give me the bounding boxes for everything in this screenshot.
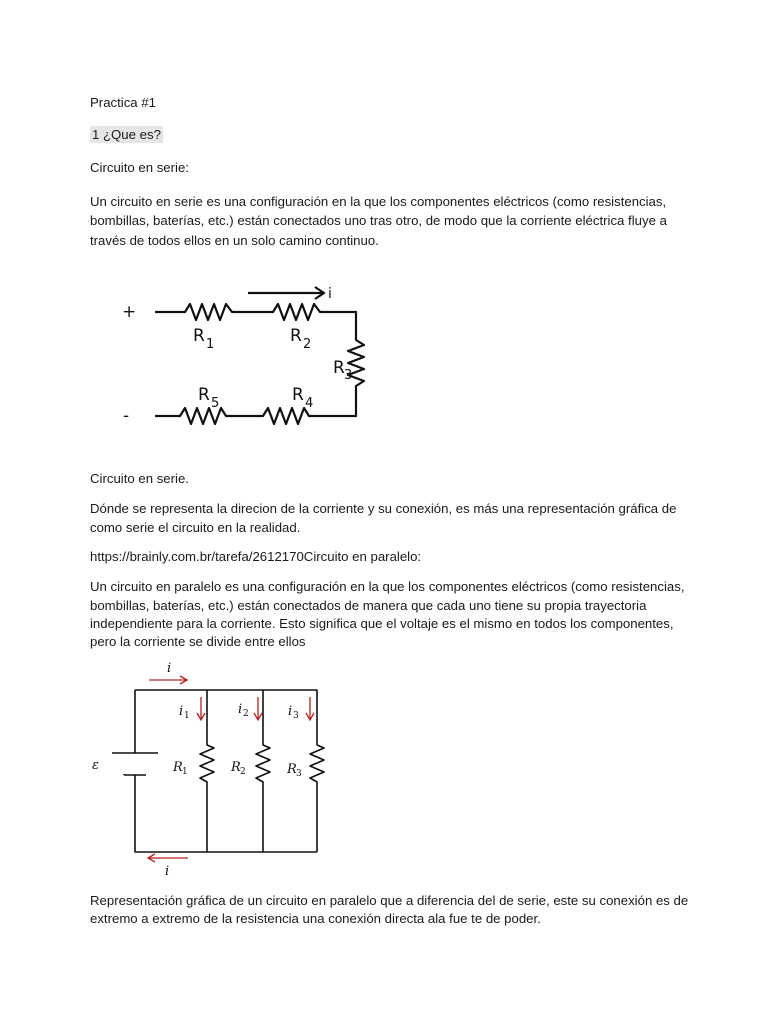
r3-subscript: 3 bbox=[296, 769, 302, 779]
i1-label: i bbox=[179, 704, 184, 719]
parallel-paragraph-line: independiente para la corriente. Esto significa que el voltaje es el mismo en todos los componentes, bbox=[90, 616, 674, 631]
negative-terminal-label: - bbox=[123, 406, 130, 426]
i2-subscript: 2 bbox=[243, 709, 249, 719]
i2-label: i bbox=[238, 702, 243, 717]
question-heading bbox=[90, 125, 163, 144]
parallel-description-line: Representación gráfica de un circuito en paralelo que a diferencia del de serie, este su conexión es de bbox=[90, 893, 689, 908]
r4-subscript: 4 bbox=[305, 396, 314, 411]
i1-subscript: 1 bbox=[184, 711, 190, 721]
parallel-circuit-diagram bbox=[85, 655, 345, 885]
i3-subscript: 3 bbox=[293, 711, 299, 721]
r1-label: R bbox=[193, 326, 205, 346]
i1-arrow bbox=[197, 697, 205, 720]
positive-terminal-label: + bbox=[122, 302, 137, 322]
current-label: i bbox=[328, 286, 332, 302]
series-description-line: como serie el circuito en la realidad. bbox=[90, 520, 301, 535]
r2-label: R bbox=[231, 760, 241, 775]
parallel-description-line: extremo a extremo de la resistencia una conexión directa ala fue te de poder. bbox=[90, 911, 541, 926]
r5-subscript: 5 bbox=[211, 396, 220, 411]
branch-1-wire bbox=[200, 690, 214, 852]
r2-subscript: 2 bbox=[303, 337, 312, 352]
r1-subscript: 1 bbox=[206, 337, 215, 352]
parallel-paragraph-line: Un circuito en paralelo es una configuración en la que los componentes eléctricos (como resistencias, bbox=[90, 579, 685, 594]
parallel-paragraph-line: pero la corriente se divide entre ellos bbox=[90, 634, 306, 649]
r1-subscript: 1 bbox=[182, 767, 188, 777]
r3-subscript: 3 bbox=[344, 368, 353, 383]
emf-label: ε bbox=[92, 758, 99, 773]
series-description-line: Dónde se representa la direcion de la corriente y su conexión, es más una representación gráfica de bbox=[90, 501, 677, 516]
i3-label: i bbox=[288, 704, 293, 719]
r3-label: R bbox=[287, 762, 297, 777]
series-heading: Circuito en serie: bbox=[90, 160, 189, 175]
series-circuit-diagram bbox=[110, 278, 380, 433]
i2-arrow bbox=[254, 697, 262, 720]
r3-label: R bbox=[333, 358, 345, 378]
series-paragraph-line: Un circuito en serie es una configuración en la que los componentes eléctricos (como resistencias, bbox=[90, 194, 667, 209]
top-current-arrow bbox=[149, 676, 187, 684]
r2-subscript: 2 bbox=[240, 767, 246, 777]
r2-label: R bbox=[290, 326, 302, 346]
r5-label: R bbox=[198, 385, 210, 405]
r1-label: R bbox=[173, 760, 183, 775]
branch-3-resistor bbox=[310, 745, 324, 785]
question-highlight: 1 ¿Que es? bbox=[92, 127, 161, 142]
i3-arrow bbox=[306, 697, 314, 720]
source-url-line: https://brainly.com.br/tarefa/2612170Circuito en paralelo: bbox=[90, 549, 422, 564]
r4-label: R bbox=[292, 385, 304, 405]
parallel-paragraph-line: bombillas, baterías, etc.) están conectados de manera que cada uno tiene su propia trayectoria bbox=[90, 598, 647, 613]
series-caption: Circuito en serie. bbox=[90, 471, 189, 486]
page-title: Practica #1 bbox=[90, 95, 156, 110]
top-current-label: i bbox=[167, 661, 172, 676]
bottom-current-arrow bbox=[148, 854, 188, 862]
bottom-current-label: i bbox=[165, 864, 170, 879]
series-paragraph-line: través de todos ellos en un solo camino continuo. bbox=[90, 233, 379, 248]
battery-plates bbox=[112, 753, 158, 775]
current-arrow bbox=[248, 287, 324, 299]
series-paragraph-line: bombillas, baterías, etc.) están conectados uno tras otro, de modo que la corriente eléctrica fluye a bbox=[90, 213, 667, 228]
